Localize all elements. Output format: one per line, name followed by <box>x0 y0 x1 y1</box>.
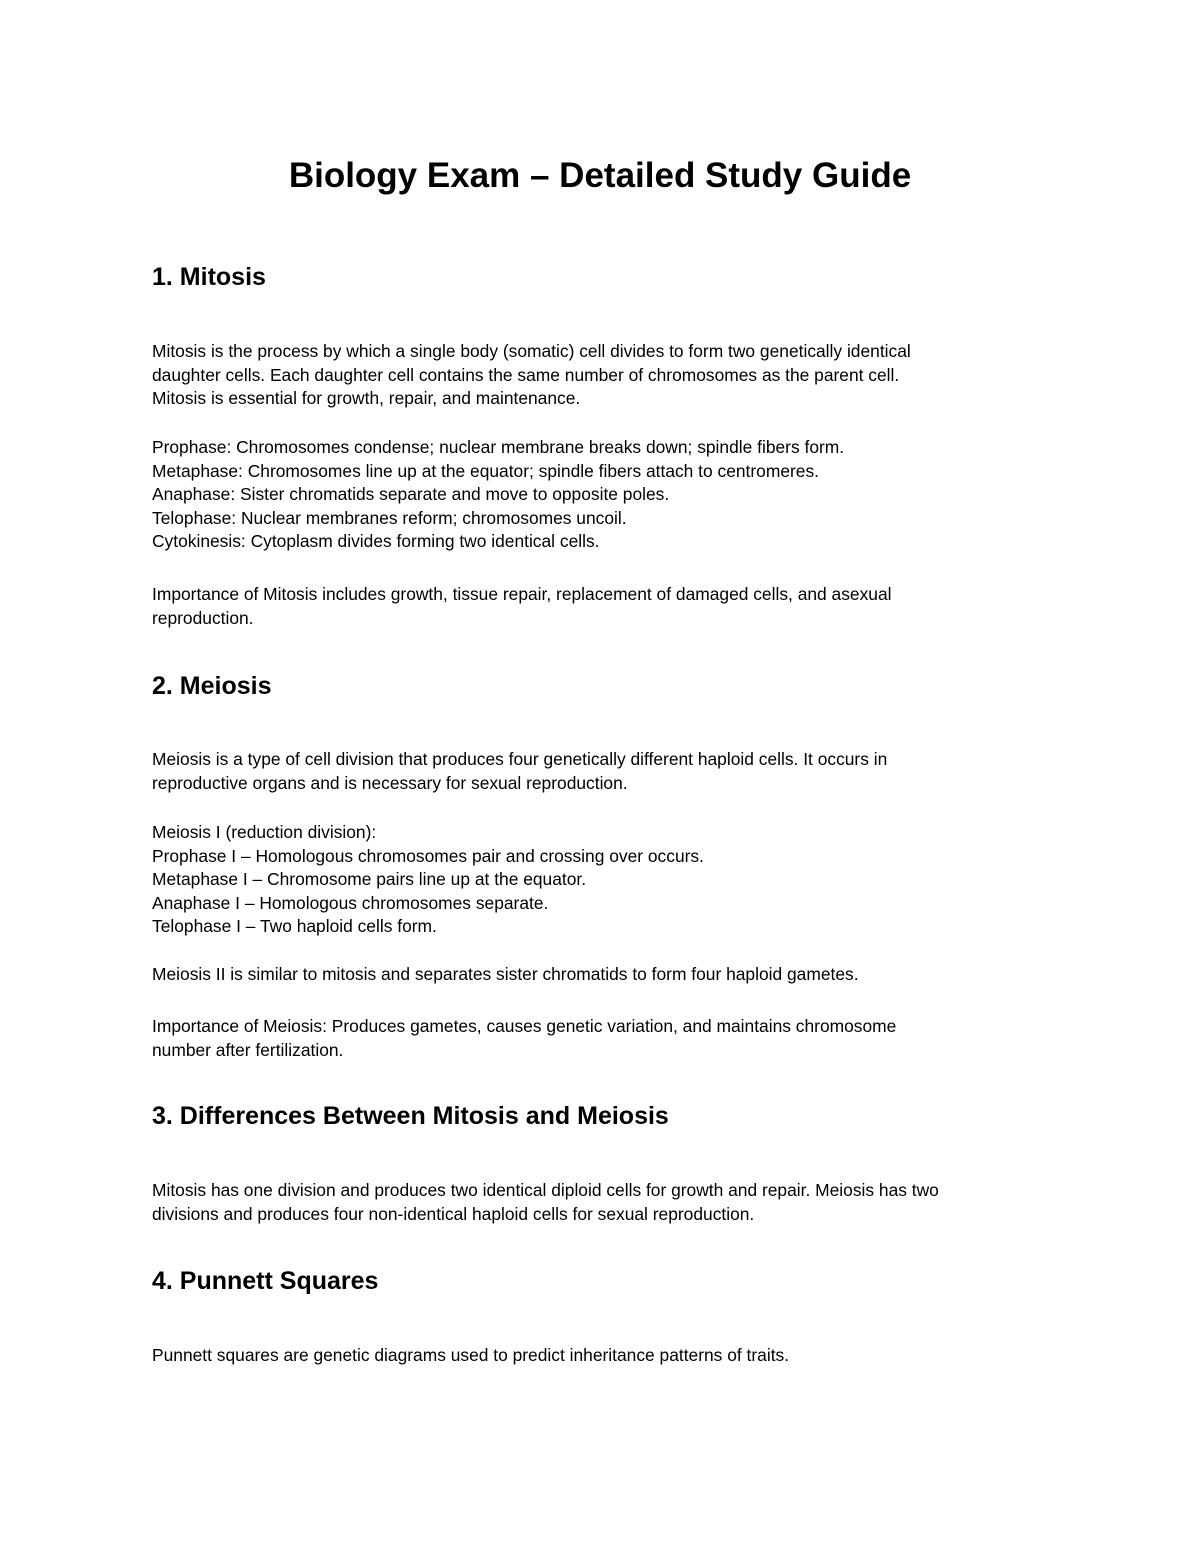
section-heading-differences: 3. Differences Between Mitosis and Meiosis <box>152 1102 669 1130</box>
section-heading-meiosis: 2. Meiosis <box>152 672 272 700</box>
text-line: Meiosis II is similar to mitosis and separates sister chromatids to form four haploid gametes. <box>152 964 859 984</box>
section-heading-mitosis: 1. Mitosis <box>152 263 266 291</box>
mitosis-intro-paragraph <box>152 340 1052 411</box>
meiosis-intro-paragraph <box>152 748 1052 795</box>
text-line: Importance of Meiosis: Produces gametes, causes genetic variation, and maintains chromosome <box>152 1016 897 1036</box>
phase-item: Prophase: Chromosomes condense; nuclear membrane breaks down; spindle fibers form. <box>152 437 845 457</box>
text-line: Meiosis is a type of cell division that produces four genetically different haploid cells. It occurs in <box>152 749 888 769</box>
text-line: reproductive organs and is necessary for sexual reproduction. <box>152 772 628 793</box>
phase-item: Meiosis I (reduction division): <box>152 822 377 842</box>
phase-item: Telophase I – Two haploid cells form. <box>152 916 437 936</box>
section-heading-punnett-squares: 4. Punnett Squares <box>152 1267 379 1295</box>
phase-item: Prophase I – Homologous chromosomes pair and crossing over occurs. <box>152 845 704 866</box>
text-line: divisions and produces four non-identical haploid cells for sexual reproduction. <box>152 1203 755 1224</box>
meiosis-importance-paragraph <box>152 1015 1052 1062</box>
meiosis-one-list <box>152 821 1052 939</box>
text-line: Mitosis is essential for growth, repair, and maintenance. <box>152 388 581 408</box>
text-line: Mitosis is the process by which a single body (somatic) cell divides to form two genetically identical <box>152 341 911 361</box>
mitosis-importance-paragraph <box>152 583 1052 630</box>
phase-item: Metaphase I – Chromosome pairs line up at the equator. <box>152 869 587 889</box>
text-line: number after fertilization. <box>152 1039 344 1060</box>
page-title: Biology Exam – Detailed Study Guide <box>288 156 912 195</box>
phase-item: Anaphase: Sister chromatids separate and move to opposite poles. <box>152 484 670 504</box>
phase-item: Cytokinesis: Cytoplasm divides forming two identical cells. <box>152 531 600 551</box>
text-line: reproduction. <box>152 607 254 628</box>
text-line: Punnett squares are genetic diagrams used to predict inheritance patterns of traits. <box>152 1345 790 1365</box>
text-line: Importance of Mitosis includes growth, tissue repair, replacement of damaged cells, and asexual <box>152 584 892 604</box>
text-line: Mitosis has one division and produces two identical diploid cells for growth and repair. Meiosis has two <box>152 1180 939 1200</box>
meiosis-two-paragraph <box>152 963 1052 987</box>
differences-paragraph <box>152 1179 1052 1226</box>
phase-item: Telophase: Nuclear membranes reform; chromosomes uncoil. <box>152 507 627 528</box>
phase-item: Anaphase I – Homologous chromosomes separate. <box>152 892 549 913</box>
phase-item: Metaphase: Chromosomes line up at the equator; spindle fibers attach to centromeres. <box>152 460 820 481</box>
mitosis-phases-list <box>152 436 1052 554</box>
punnett-paragraph <box>152 1344 1052 1368</box>
text-line: daughter cells. Each daughter cell contains the same number of chromosomes as the parent cell. <box>152 364 900 385</box>
